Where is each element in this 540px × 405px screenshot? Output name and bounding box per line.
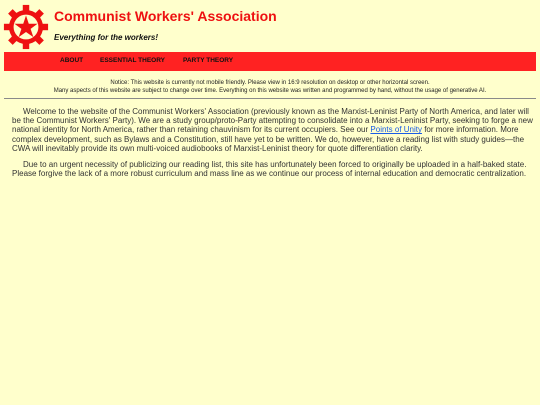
intro-text-2: for more information. More complex development, such as Bylaws and a Constitution, still have yet to be written. We do, however, have a reading list with study guides—the CWA will inevitably provide its own multi-voiced audiobooks of Marxist-Leninist theory for quote differentiation clarity. [12,125,525,153]
notice-line-2: Many aspects of this website are subject to change over time. Everything on this website was written and programmed by hand, without the usage of generative AI. [53,87,487,94]
main-navbar [4,52,536,71]
divider [4,98,536,99]
site-title: Communist Workers' Association [54,8,277,24]
site-header [0,0,540,52]
intro-text-1: Welcome to the website of the Communist Workers' Association (previously known as the Marxist-Leninist Party of North America, and later will be the Communist Workers' Party). We are a study group/proto-Party attempting to consolidate into a Marxist-Leninist Party, seeking to forge a new national identity for North America, rather than retaining chauvinism for its current occupiers. See our [12,107,533,135]
gear-star-logo[interactable] [3,4,49,50]
nav-essential-theory[interactable]: ESSENTIAL THEORY [100,57,166,64]
main-content [12,107,534,185]
points-of-unity-link[interactable]: Points of Unity [370,125,422,135]
intro-paragraph [12,107,534,153]
nav-party-theory[interactable]: PARTY THEORY [183,57,234,64]
reading-list-paragraph: Due to an urgent necessity of publicizing our reading list, this site has unfortunately been forced to originally be uploaded in a half-baked state. Please forgive the lack of a more robust curriculum and mass line as we continue our process of internal education and democratic centralization. [12,160,527,179]
nav-about[interactable]: ABOUT [60,57,84,64]
site-tagline: Everything for the workers! [54,33,159,42]
notice-line-1: Notice: This website is currently not mobile friendly. Please view in 16:9 resolution on desktop or other horizontal screen. [110,80,430,86]
notice-banner [0,80,540,95]
